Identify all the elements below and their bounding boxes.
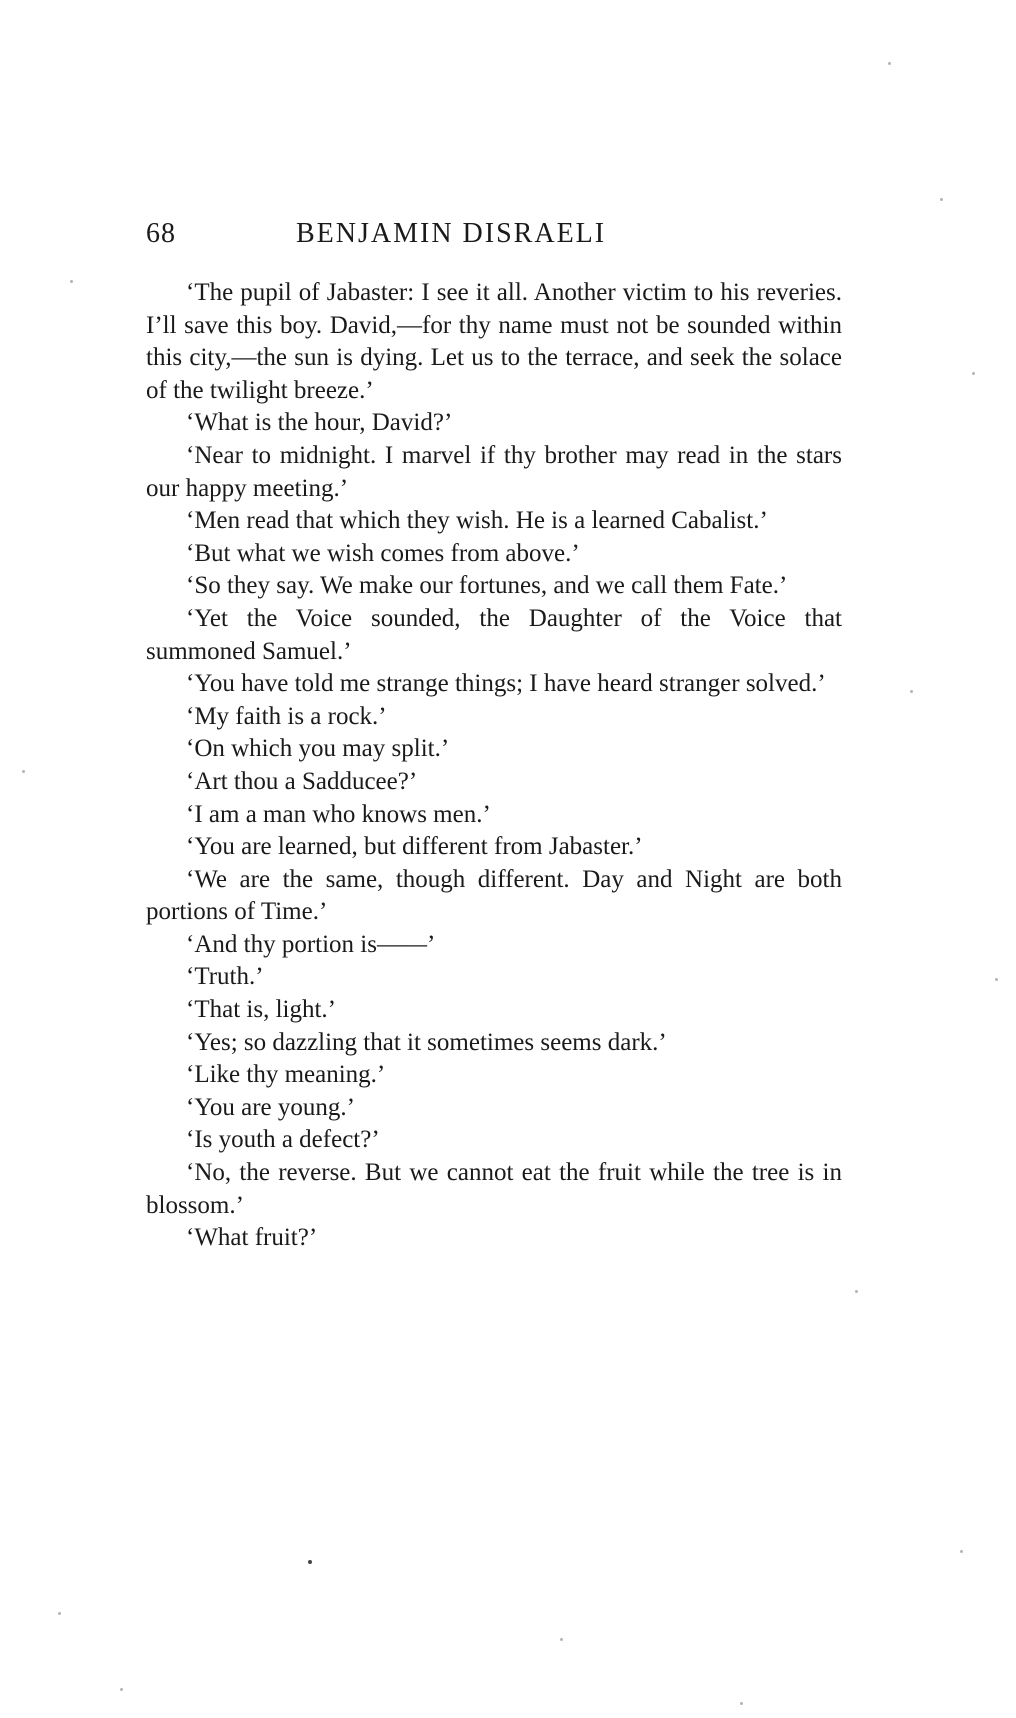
scan-speck [560, 1638, 563, 1641]
paragraph: ‘I am a man who knows men.’ [186, 800, 491, 828]
scan-speck [740, 1702, 743, 1705]
scan-speck [995, 978, 998, 981]
scan-speck [910, 690, 913, 693]
scan-speck [22, 770, 25, 773]
paragraph: ‘Art thou a Sadducee?’ [186, 767, 418, 795]
paragraph: ‘You are young.’ [186, 1093, 355, 1121]
paragraph: ‘Men read that which they wish. He is a learned Cabalist.’ [186, 507, 768, 535]
paragraph: ‘Is youth a defect?’ [186, 1126, 380, 1154]
paragraph: ‘On which you may split.’ [186, 735, 450, 763]
paragraph: ‘No, the reverse. But we cannot eat the fruit while the tree is in blossom.’ [146, 1159, 842, 1219]
paragraph: ‘What fruit?’ [186, 1224, 318, 1252]
paragraph: ‘And thy portion is——’ [186, 930, 436, 958]
paragraph: ‘Like thy meaning.’ [186, 1061, 386, 1089]
running-title: BENJAMIN DISRAELI [296, 218, 607, 249]
body-text [146, 277, 842, 1255]
scan-speck [888, 62, 891, 65]
page-number: 68 [146, 218, 176, 249]
scan-speck [120, 1688, 123, 1691]
paragraph: ‘My faith is a rock.’ [186, 702, 387, 730]
paragraph: ‘What is the hour, David?’ [186, 409, 453, 437]
scan-speck [308, 1560, 312, 1564]
running-head [146, 214, 846, 254]
paragraph: ‘So they say. We make our fortunes, and we call them Fate.’ [186, 572, 788, 600]
paragraph: ‘Yes; so dazzling that it sometimes seems dark.’ [186, 1028, 667, 1056]
scan-speck [972, 372, 975, 375]
paragraph: ‘That is, light.’ [186, 996, 336, 1024]
scan-speck [855, 1290, 858, 1293]
scan-speck [58, 1612, 61, 1615]
paragraph: ‘You have told me strange things; I have heard stranger solved.’ [186, 670, 826, 698]
paragraph: ‘You are learned, but different from Jabaster.’ [186, 833, 643, 861]
paragraph: ‘But what we wish comes from above.’ [186, 539, 580, 567]
paragraph: ‘The pupil of Jabaster: I see it all. Another victim to his reveries. I’ll save this boy. David,—for thy name must not be sounded within this city,—the sun is dying. Let us to the terrace, and seek the solace of the twilight breeze.’ [146, 279, 842, 404]
paragraph: ‘We are the same, though different. Day and Night are both portions of Time.’ [146, 865, 842, 926]
scan-speck [70, 280, 73, 283]
paragraph: ‘Truth.’ [186, 963, 264, 991]
paragraph: ‘Near to midnight. I marvel if thy brother may read in the stars our happy meeting.’ [146, 441, 842, 502]
paragraph: ‘Yet the Voice sounded, the Daughter of the Voice that summoned Samuel.’ [146, 604, 842, 665]
scan-speck [960, 1550, 963, 1553]
scan-speck [940, 198, 943, 201]
